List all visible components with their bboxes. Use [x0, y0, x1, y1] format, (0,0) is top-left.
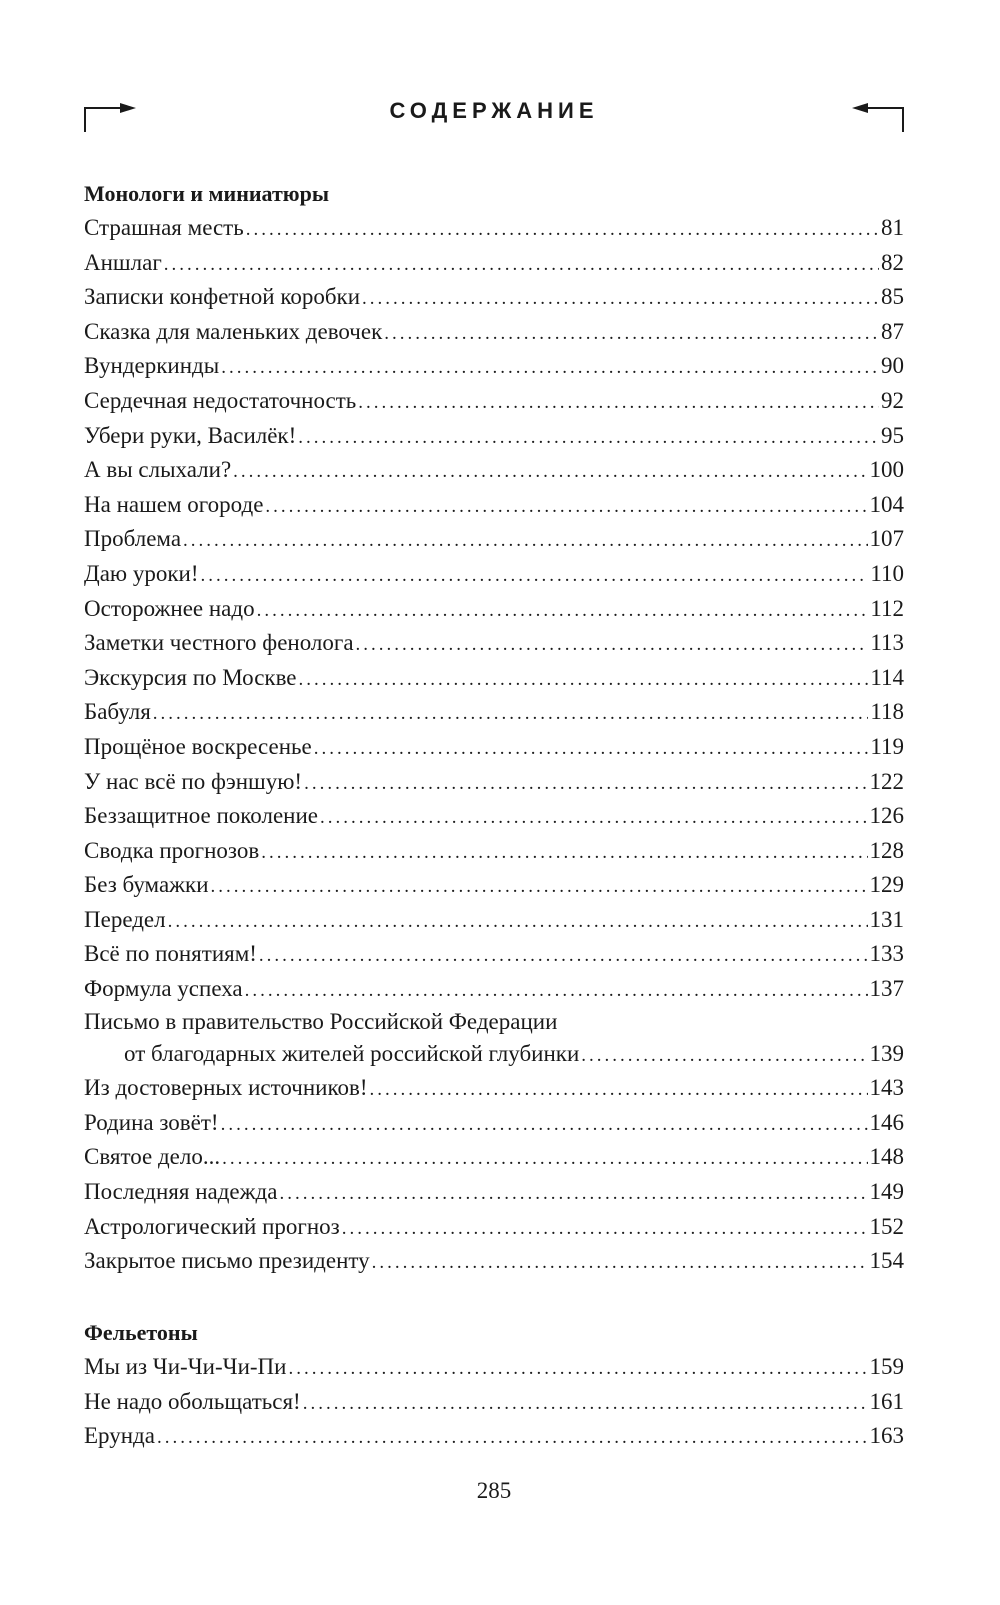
toc-entry[interactable]	[84, 384, 904, 419]
toc-entry[interactable]	[84, 453, 904, 488]
dot-leader	[304, 767, 867, 802]
entry-page: 126	[869, 803, 904, 829]
entry-page: 85	[881, 284, 904, 310]
dot-leader	[370, 1073, 868, 1108]
dot-leader	[279, 1177, 867, 1212]
entry-title: Святое дело...	[84, 1144, 221, 1170]
dot-leader	[358, 386, 879, 421]
entry-page: 118	[870, 699, 904, 725]
entry-title: Без бумажки	[84, 872, 209, 898]
toc-entry[interactable]	[84, 626, 904, 661]
dot-leader	[356, 628, 869, 663]
entry-page: 107	[869, 526, 904, 552]
dot-leader	[233, 455, 867, 490]
dot-leader	[314, 732, 869, 767]
dot-leader	[298, 421, 879, 456]
toc-entry[interactable]	[84, 1244, 904, 1279]
entry-page: 100	[869, 457, 904, 483]
entry-title: Астрологический прогноз	[84, 1213, 340, 1239]
toc-entry[interactable]	[84, 246, 904, 281]
dot-leader	[259, 939, 868, 974]
entry-title-line1: Письмо в правительство Российской Федерации	[84, 1008, 558, 1034]
entry-title: На нашем огороде	[84, 491, 264, 517]
entry-title: Мы из Чи-Чи-Чи-Пи	[84, 1354, 287, 1379]
toc-entry[interactable]	[84, 1210, 904, 1245]
entry-page: 133	[869, 941, 904, 967]
entry-page: 95	[881, 422, 904, 448]
entry-title: Прощёное воскресенье	[84, 733, 312, 759]
entry-page: 114	[870, 664, 904, 690]
section-title: Фельетоны	[84, 1320, 198, 1345]
entry-title: А вы слыхали?	[84, 457, 232, 483]
entry-title: Формула успеха	[84, 976, 243, 1002]
entry-title: Сказка для маленьких девочек	[84, 318, 383, 344]
dot-leader	[157, 1421, 868, 1456]
entry-page: 119	[870, 733, 904, 759]
entry-page: 143	[869, 1075, 904, 1101]
dot-leader	[221, 1108, 868, 1143]
toc-entry[interactable]	[84, 937, 904, 972]
entry-title: Не надо обольщаться!	[84, 1388, 301, 1414]
entry-page: 90	[881, 353, 904, 379]
entry-title: Страшная месть	[84, 215, 244, 240]
toc-entry[interactable]	[84, 765, 904, 800]
dot-leader	[257, 594, 869, 629]
entry-title: Ерунда	[84, 1423, 155, 1449]
toc-entry[interactable]	[84, 1071, 904, 1106]
toc-entry[interactable]	[84, 799, 904, 834]
entry-page: 110	[870, 560, 904, 586]
page-number: 285	[476, 1478, 512, 1503]
toc-entry[interactable]	[84, 868, 904, 903]
toc-entry[interactable]	[84, 834, 904, 869]
toc-entry[interactable]	[84, 592, 904, 627]
entry-title: Последняя надежда	[84, 1179, 278, 1205]
dot-leader	[164, 248, 879, 283]
dot-leader	[372, 1246, 868, 1281]
section-title: Монологи и миниатюры	[84, 181, 330, 206]
section-monologues	[84, 176, 904, 1279]
toc-entry[interactable]	[84, 1140, 904, 1175]
toc-entry[interactable]	[84, 1350, 904, 1385]
toc-entry[interactable]	[84, 522, 904, 557]
dot-leader	[581, 1039, 867, 1074]
entry-page: 104	[869, 491, 904, 517]
entry-page: 122	[869, 768, 904, 794]
entry-title: Аншлаг	[84, 249, 162, 275]
entry-page: 146	[869, 1109, 904, 1135]
entry-title: Сводка прогнозов	[84, 837, 260, 863]
entry-title: Убери руки, Василёк!	[84, 422, 297, 448]
entry-title: Беззащитное поколение	[84, 803, 318, 829]
toc-entry[interactable]	[84, 1175, 904, 1210]
dot-leader	[320, 801, 868, 836]
dot-leader	[303, 1387, 868, 1422]
toc-entry[interactable]	[84, 661, 904, 696]
entry-page: 128	[869, 837, 904, 863]
toc-entry[interactable]	[84, 972, 904, 1007]
entry-page: 163	[869, 1423, 904, 1449]
entry-page: 148	[869, 1144, 904, 1170]
entry-page: 131	[869, 906, 904, 932]
entry-title: Проблема	[84, 526, 182, 552]
entry-title: Даю уроки!	[84, 560, 199, 586]
entry-page: 159	[869, 1354, 904, 1379]
dot-leader	[384, 317, 879, 352]
entry-page: 154	[869, 1248, 904, 1274]
dot-leader	[288, 1352, 867, 1387]
toc-entry[interactable]	[84, 488, 904, 523]
toc-entry[interactable]	[84, 211, 904, 246]
dot-leader	[183, 524, 867, 559]
entry-page: 113	[870, 630, 904, 656]
entry-page: 137	[869, 976, 904, 1002]
dot-leader	[265, 490, 867, 525]
dot-leader	[362, 282, 879, 317]
dot-leader	[342, 1212, 868, 1247]
running-header	[84, 92, 904, 142]
toc-entry[interactable]	[84, 349, 904, 384]
dot-leader	[299, 663, 869, 698]
header-title: СОДЕРЖАНИЕ	[389, 98, 599, 123]
dot-leader	[245, 974, 868, 1009]
entry-page: 82	[881, 249, 904, 275]
entry-title: Заметки честного фенолога	[84, 630, 354, 656]
dot-leader	[200, 559, 868, 594]
entry-title-line2: от благодарных жителей российской глубинки	[124, 1040, 580, 1066]
entry-title: Передел	[84, 906, 166, 932]
toc-entry[interactable]	[84, 695, 904, 730]
entry-title: Сердечная недостаточность	[84, 387, 357, 413]
dot-leader	[153, 697, 869, 732]
entry-title: Бабуля	[84, 699, 151, 725]
entry-page: 129	[869, 872, 904, 898]
entry-title: Экскурсия по Москве	[84, 664, 297, 690]
dot-leader	[211, 870, 868, 905]
toc-entry[interactable]	[84, 1419, 904, 1454]
entry-page: 149	[869, 1179, 904, 1205]
dot-leader	[222, 1142, 867, 1177]
toc-entry[interactable]	[84, 730, 904, 765]
dot-leader	[168, 905, 868, 940]
toc-entry[interactable]	[84, 903, 904, 938]
entry-page: 112	[870, 595, 904, 621]
entry-page: 87	[881, 318, 904, 344]
entry-title: Всё по понятиям!	[84, 941, 257, 967]
entry-page: 152	[869, 1213, 904, 1239]
entry-title: Осторожнее надо	[84, 595, 255, 621]
toc-page	[84, 0, 904, 1605]
entry-page: 161	[869, 1388, 904, 1414]
toc-entry[interactable]	[84, 557, 904, 592]
toc-entry[interactable]	[84, 280, 904, 315]
toc-entry[interactable]	[84, 315, 904, 350]
entry-title: Записки конфетной коробки	[84, 284, 361, 310]
entry-title: Из достоверных источников!	[84, 1075, 368, 1101]
entry-page: 139	[869, 1040, 904, 1066]
entry-title: Родина зовёт!	[84, 1109, 219, 1135]
toc-entry[interactable]	[84, 1106, 904, 1141]
section-feuilletons	[84, 1315, 904, 1454]
toc-entry[interactable]	[84, 1385, 904, 1420]
entry-title: У нас всё по фэншую!	[84, 768, 303, 794]
entry-title: Закрытое письмо президенту	[84, 1248, 370, 1274]
dot-leader	[221, 351, 879, 386]
entry-page: 92	[881, 387, 904, 413]
entry-page: 81	[881, 215, 904, 240]
dot-leader	[261, 836, 867, 871]
entry-title: Вундеркинды	[84, 353, 220, 379]
toc-entry[interactable]	[84, 419, 904, 454]
toc-entry-multiline[interactable]	[84, 1007, 904, 1072]
dot-leader	[246, 213, 879, 248]
